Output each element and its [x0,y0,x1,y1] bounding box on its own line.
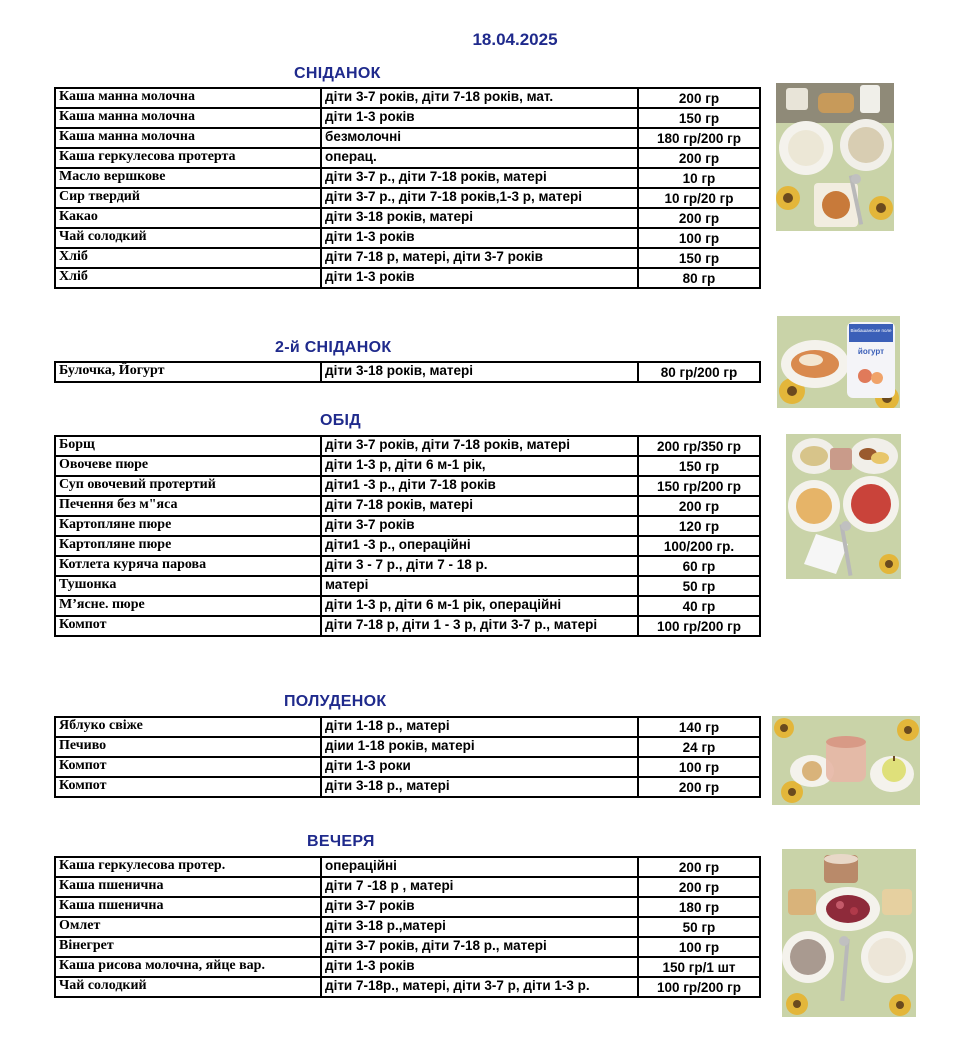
recipients-cell: діти 1-3 р, діти 6 м-1 рік, операційні [321,596,638,616]
recipients-cell: діти 3-7 р., діти 7-18 років, матері [321,168,638,188]
portion-cell: 150 гр/200 гр [638,476,760,496]
recipients-cell: діти 3-18 років, матері [321,362,638,382]
table-row [55,436,760,456]
table-row [55,897,760,917]
dish-name-cell: М’ясне. пюре [55,596,321,616]
recipients-cell: діти 1-3 років [321,108,638,128]
recipients-cell: діти 7 -18 р , матері [321,877,638,897]
recipients-cell: діти 7-18 р, матері, діти 3-7 років [321,248,638,268]
table-row [55,88,760,108]
lunch-photo [786,434,901,579]
dish-name-cell: Каша манна молочна [55,108,321,128]
recipients-cell: діти 7-18 р, діти 1 - 3 р, діти 3-7 р., матері [321,616,638,636]
recipients-cell: операційні [321,857,638,877]
dish-name-cell: Компот [55,777,321,797]
table-row [55,168,760,188]
portion-cell: 200 гр [638,857,760,877]
dinner-table [54,856,761,998]
portion-cell: 100 гр/200 гр [638,616,760,636]
recipients-cell: діти 1-18 р., матері [321,717,638,737]
lunch-table [54,435,761,637]
table-row [55,737,760,757]
recipients-cell: діти 3-18 років, матері [321,208,638,228]
dish-name-cell: Суп овочевий протертий [55,476,321,496]
dish-name-cell: Каша манна молочна [55,88,321,108]
table-row [55,516,760,536]
table-row [55,777,760,797]
recipients-cell: діти 7-18р., матері, діти 3-7 р, діти 1-3 р. [321,977,638,997]
recipients-cell: діти 1-3 років [321,228,638,248]
table-row [55,937,760,957]
dish-name-cell: Компот [55,616,321,636]
portion-cell: 40 гр [638,596,760,616]
recipients-cell: діти 1-3 років [321,957,638,977]
table-row [55,536,760,556]
portion-cell: 50 гр [638,917,760,937]
recipients-cell: безмолочні [321,128,638,148]
table-row [55,362,760,382]
second-breakfast-photo [777,316,900,408]
recipients-cell: діти 3-7 років, діти 7-18 років, мат. [321,88,638,108]
dish-name-cell: Хліб [55,248,321,268]
recipients-cell: діти 3-7 років, діти 7-18 р., матері [321,937,638,957]
recipients-cell: діти 3-18 р.,матері [321,917,638,937]
portion-cell: 100 гр [638,937,760,957]
portion-cell: 200 гр [638,496,760,516]
dish-name-cell: Чай солодкий [55,228,321,248]
dish-name-cell: Масло вершкове [55,168,321,188]
portion-cell: 60 гр [638,556,760,576]
table-row [55,228,760,248]
recipients-cell: діти 3-18 р., матері [321,777,638,797]
dish-name-cell: Омлет [55,917,321,937]
dish-name-cell: Картопляне пюре [55,516,321,536]
table-row [55,496,760,516]
dish-name-cell: Яблуко свіже [55,717,321,737]
dish-name-cell: Каша манна молочна [55,128,321,148]
portion-cell: 180 гр [638,897,760,917]
portion-cell: 100 гр [638,757,760,777]
portion-cell: 100 гр [638,228,760,248]
table-row [55,917,760,937]
portion-cell: 120 гр [638,516,760,536]
dish-name-cell: Овочеве пюре [55,456,321,476]
afternoon-snack-table [54,716,761,798]
recipients-cell: діти 1-3 р, діти 6 м-1 рік, [321,456,638,476]
table-row [55,456,760,476]
table-row [55,596,760,616]
portion-cell: 200 гр [638,777,760,797]
recipients-cell: діти 3 - 7 р., діти 7 - 18 р. [321,556,638,576]
dish-name-cell: Хліб [55,268,321,288]
yogurt-brand-text: Вімбашанське поле [850,328,892,333]
dish-name-cell: Каша пшенична [55,877,321,897]
table-row [55,148,760,168]
recipients-cell: діти1 -3 р., операційні [321,536,638,556]
recipients-cell: діти 3-7 років [321,516,638,536]
dish-name-cell: Тушонка [55,576,321,596]
recipients-cell: діти1 -3 р., діти 7-18 років [321,476,638,496]
recipients-cell: діти 3-7 років [321,897,638,917]
table-row [55,576,760,596]
portion-cell: 150 гр [638,108,760,128]
dish-name-cell: Компот [55,757,321,777]
dish-name-cell: Чай солодкий [55,977,321,997]
dish-name-cell: Борщ [55,436,321,456]
recipients-cell: матері [321,576,638,596]
table-row [55,877,760,897]
table-row [55,717,760,737]
table-row [55,188,760,208]
table-row [55,208,760,228]
portion-cell: 200 гр/350 гр [638,436,760,456]
table-row [55,616,760,636]
table-row [55,957,760,977]
menu-date: 18.04.2025 [472,30,558,49]
dish-name-cell: Какао [55,208,321,228]
section-title-lunch: ОБІД [320,412,361,429]
yogurt-product-text: йогурт [857,347,885,356]
portion-cell: 100/200 гр. [638,536,760,556]
dish-name-cell: Картопляне пюре [55,536,321,556]
breakfast-table [54,87,761,289]
portion-cell: 10 гр/20 гр [638,188,760,208]
portion-cell: 10 гр [638,168,760,188]
dish-name-cell: Сир твердий [55,188,321,208]
recipients-cell: діти 1-3 років [321,268,638,288]
portion-cell: 140 гр [638,717,760,737]
portion-cell: 200 гр [638,208,760,228]
table-row [55,857,760,877]
recipients-cell: діти 3-7 р., діти 7-18 років,1-3 р, матері [321,188,638,208]
dinner-photo [782,849,916,1017]
dish-name-cell: Каша пшенична [55,897,321,917]
portion-cell: 200 гр [638,877,760,897]
breakfast-photo [776,83,894,231]
recipients-cell: операц. [321,148,638,168]
dish-name-cell: Котлета куряча парова [55,556,321,576]
portion-cell: 200 гр [638,88,760,108]
dish-name-cell: Булочка, Йогурт [55,362,321,382]
section-title-second-breakfast: 2-й СНІДАНОК [275,339,392,356]
portion-cell: 180 гр/200 гр [638,128,760,148]
dish-name-cell: Каша рисова молочна, яйце вар. [55,957,321,977]
second-breakfast-table [54,361,761,383]
dish-name-cell: Печиво [55,737,321,757]
portion-cell: 150 гр [638,456,760,476]
portion-cell: 150 гр/1 шт [638,957,760,977]
table-row [55,128,760,148]
portion-cell: 100 гр/200 гр [638,977,760,997]
portion-cell: 80 гр/200 гр [638,362,760,382]
dish-name-cell: Печення без м"яса [55,496,321,516]
portion-cell: 200 гр [638,148,760,168]
portion-cell: 150 гр [638,248,760,268]
table-row [55,476,760,496]
table-row [55,108,760,128]
section-title-dinner: ВЕЧЕРЯ [307,833,375,850]
table-row [55,757,760,777]
section-title-afternoon-snack: ПОЛУДЕНОК [284,693,387,710]
table-row [55,556,760,576]
table-row [55,248,760,268]
dish-name-cell: Каша геркулесова протерта [55,148,321,168]
recipients-cell: діти 3-7 років, діти 7-18 років, матері [321,436,638,456]
afternoon-snack-photo [772,716,920,805]
section-title-breakfast: СНІДАНОК [294,65,381,82]
portion-cell: 50 гр [638,576,760,596]
recipients-cell: діии 1-18 років, матері [321,737,638,757]
recipients-cell: діти 1-3 роки [321,757,638,777]
dish-name-cell: Каша геркулесова протер. [55,857,321,877]
table-row [55,977,760,997]
dish-name-cell: Вінегрет [55,937,321,957]
recipients-cell: діти 7-18 років, матері [321,496,638,516]
portion-cell: 80 гр [638,268,760,288]
portion-cell: 24 гр [638,737,760,757]
table-row [55,268,760,288]
